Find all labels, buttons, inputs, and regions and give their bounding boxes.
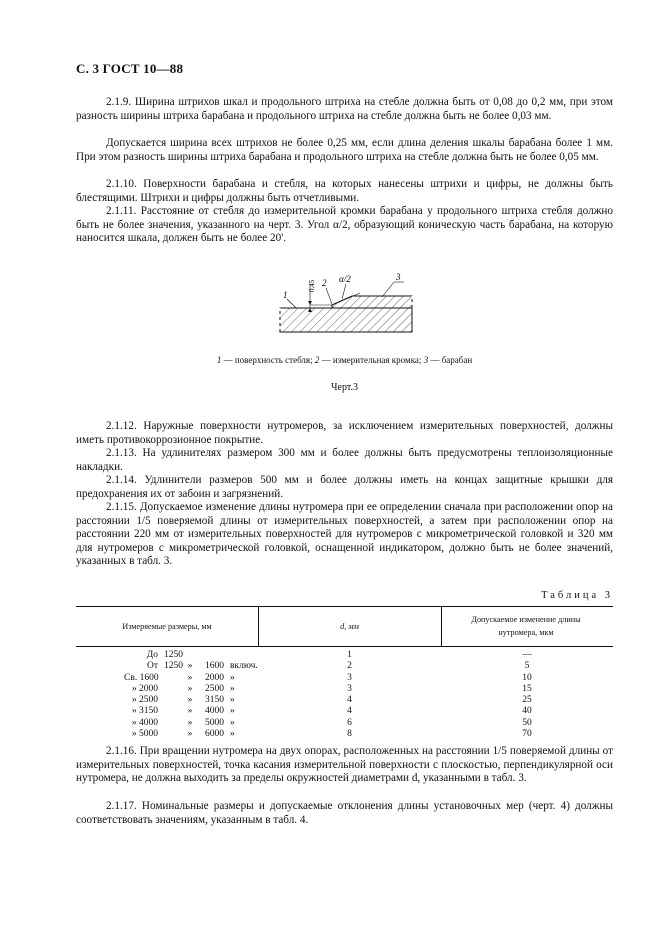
size-q2: » bbox=[230, 717, 235, 728]
header-measured-sizes: Измеряемые размеры, мм bbox=[122, 622, 212, 631]
size-pre: » 5000 bbox=[131, 729, 158, 740]
size-q1: » bbox=[187, 695, 193, 706]
size-a: 1250 bbox=[164, 650, 183, 660]
d-cell: 2 bbox=[347, 661, 352, 672]
drum-section bbox=[332, 296, 412, 308]
size-pre: » 3150 bbox=[131, 706, 158, 717]
size-q2: » bbox=[230, 706, 235, 717]
size-q2: » bbox=[230, 695, 235, 706]
size-pre: От bbox=[146, 661, 158, 672]
d-cell: 3 bbox=[347, 672, 352, 683]
header-d: d, мм bbox=[340, 622, 359, 631]
table-row bbox=[124, 729, 256, 740]
size-q2: » bbox=[230, 683, 235, 694]
paragraph-2-1-11: 2.1.11. Расстояние от стебля до измерительной кромки барабана у продольного штриха стебля должно быть не более значения, указанного на черт. 3. Угол α/2, образующий коническую часть барабана, на которую наносится шкала, должен быть не более 20'. bbox=[76, 205, 613, 245]
size-pre: » 2000 bbox=[131, 683, 158, 694]
size-b: 3150 bbox=[205, 695, 224, 706]
table-row bbox=[124, 661, 256, 672]
size-a: 1250 bbox=[164, 661, 183, 672]
d-cell: 8 bbox=[347, 729, 352, 740]
header-allowed-change: Допускаемое изменение длины нутромера, мкм bbox=[471, 615, 581, 637]
d-cell: 3 bbox=[347, 683, 352, 694]
size-b: 6000 bbox=[205, 729, 224, 740]
size-b: 2000 bbox=[205, 672, 224, 683]
size-q2: » bbox=[230, 729, 235, 740]
size-b: 1600 bbox=[205, 661, 224, 672]
size-q1: » bbox=[187, 683, 193, 694]
size-pre: Св. 1600 bbox=[124, 672, 159, 683]
table-row bbox=[124, 695, 256, 706]
size-q1: » bbox=[187, 717, 193, 728]
figure-caption: 1 — поверхность стебля; 2 — измерительная кромка; 3 — барабан bbox=[216, 355, 473, 365]
page-header: С. 3 ГОСТ 10—88 bbox=[76, 61, 184, 76]
table-title: Таблица 3 bbox=[541, 590, 613, 601]
size-q2: включ. bbox=[230, 661, 258, 672]
deviation-cell: 5 bbox=[524, 661, 530, 672]
stem-section bbox=[280, 308, 412, 332]
table-row bbox=[124, 718, 256, 729]
callout-1: 1 bbox=[283, 290, 288, 300]
paragraph-2-1-9-note: Допускается ширина всех штрихов не более 0,25 мм, если длина деления шкалы барабана более 1 мм. При этом разность ширины штриха барабана и продольного штриха на стебле должна быть не более 0,05 мм. bbox=[76, 137, 613, 163]
table-row bbox=[124, 684, 256, 695]
table-row bbox=[124, 650, 256, 661]
size-pre: » 2500 bbox=[131, 695, 158, 706]
d-cell: 4 bbox=[347, 706, 352, 717]
d-column bbox=[258, 650, 441, 740]
size-q1: » bbox=[187, 706, 193, 717]
callout-3: 3 bbox=[396, 272, 401, 282]
size-b: 4000 bbox=[205, 706, 224, 717]
size-q1: » bbox=[187, 672, 193, 683]
deviation-cell: 10 bbox=[522, 672, 532, 683]
size-q2: » bbox=[230, 672, 235, 683]
paragraph-2-1-16: 2.1.16. При вращении нутромера на двух опорах, расположенных на расстоянии 1/5 поверяемой длины от измерительных поверхностей, точка касания измерительной поверхности с плоскостью, перпендикулярной оси нутромера, не должна выходить за пределы окружностей диаметрами d, указанными в табл. 3. bbox=[76, 745, 613, 785]
deviation-cell: 15 bbox=[522, 683, 532, 694]
d-cell: 6 bbox=[347, 717, 352, 728]
paragraph-2-1-10: 2.1.10. Поверхности барабана и стебля, на которых нанесены штрихи и цифры, не должны быть блестящими. Штрихи и цифры должны быть отчетливыми. bbox=[76, 178, 613, 204]
drawing-3 bbox=[270, 268, 420, 338]
paragraph-2-1-15: 2.1.15. Допускаемое изменение длины нутромера при ее определении сначала при расположении опор на расстоянии 1/5 поверяемой длины от измерительных поверхностей, а затем при расположении опор на расстоянии 220 мм от измерительных поверхностей для нутромеров с микрометрической головкой и 320 мм для нутромеров с микрометрической головкой, оснащенной индикатором, должно быть не более значений, указанных в табл. 3. bbox=[76, 501, 613, 568]
figure-title: Черт.3 bbox=[331, 382, 358, 393]
dimension-label: 0,45 bbox=[308, 279, 316, 292]
table-row bbox=[124, 673, 256, 684]
table-row bbox=[124, 706, 256, 717]
paragraph-2-1-17: 2.1.17. Номинальные размеры и допускаемые отклонения длины установочных мер (черт. 4) должны соответствовать значениям, указанным в табл. 4. bbox=[76, 800, 613, 826]
angle-label: α/2 bbox=[339, 274, 351, 284]
paragraph-2-1-14: 2.1.14. Удлинители размеров 500 мм и более должны иметь на концах защитные крышки для предохранения их от забоин и загрязнений. bbox=[76, 474, 613, 500]
callout-2: 2 bbox=[322, 278, 327, 288]
deviation-column bbox=[441, 650, 613, 740]
deviation-cell: 70 bbox=[522, 729, 532, 740]
size-q1: » bbox=[187, 729, 193, 740]
size-pre: » 4000 bbox=[131, 717, 158, 728]
d-cell: 1 bbox=[347, 650, 352, 660]
deviation-cell: 40 bbox=[522, 706, 532, 717]
sizes-column bbox=[76, 650, 256, 740]
paragraph-2-1-12: 2.1.12. Наружные поверхности нутромеров, за исключением измерительных поверхностей, должны иметь противокоррозионное покрытие. bbox=[76, 420, 613, 446]
size-b: 2500 bbox=[205, 683, 224, 694]
d-cell: 4 bbox=[347, 695, 352, 706]
deviation-cell: — bbox=[522, 650, 532, 660]
deviation-cell: 25 bbox=[522, 695, 532, 706]
size-b: 5000 bbox=[205, 717, 224, 728]
size-q1: » bbox=[187, 661, 193, 672]
size-pre: До bbox=[146, 650, 158, 660]
paragraph-2-1-13: 2.1.13. На удлинителях размером 300 мм и более должны быть предусмотрены теплоизоляционные накладки. bbox=[76, 447, 613, 473]
deviation-cell: 50 bbox=[522, 717, 532, 728]
paragraph-2-1-9: 2.1.9. Ширина штрихов шкал и продольного штриха на стебле должна быть от 0,08 до 0,2 мм, при этом разность ширины штриха барабана и продольного штриха на стебле должна быть не более 0,03 мм. bbox=[76, 96, 613, 122]
